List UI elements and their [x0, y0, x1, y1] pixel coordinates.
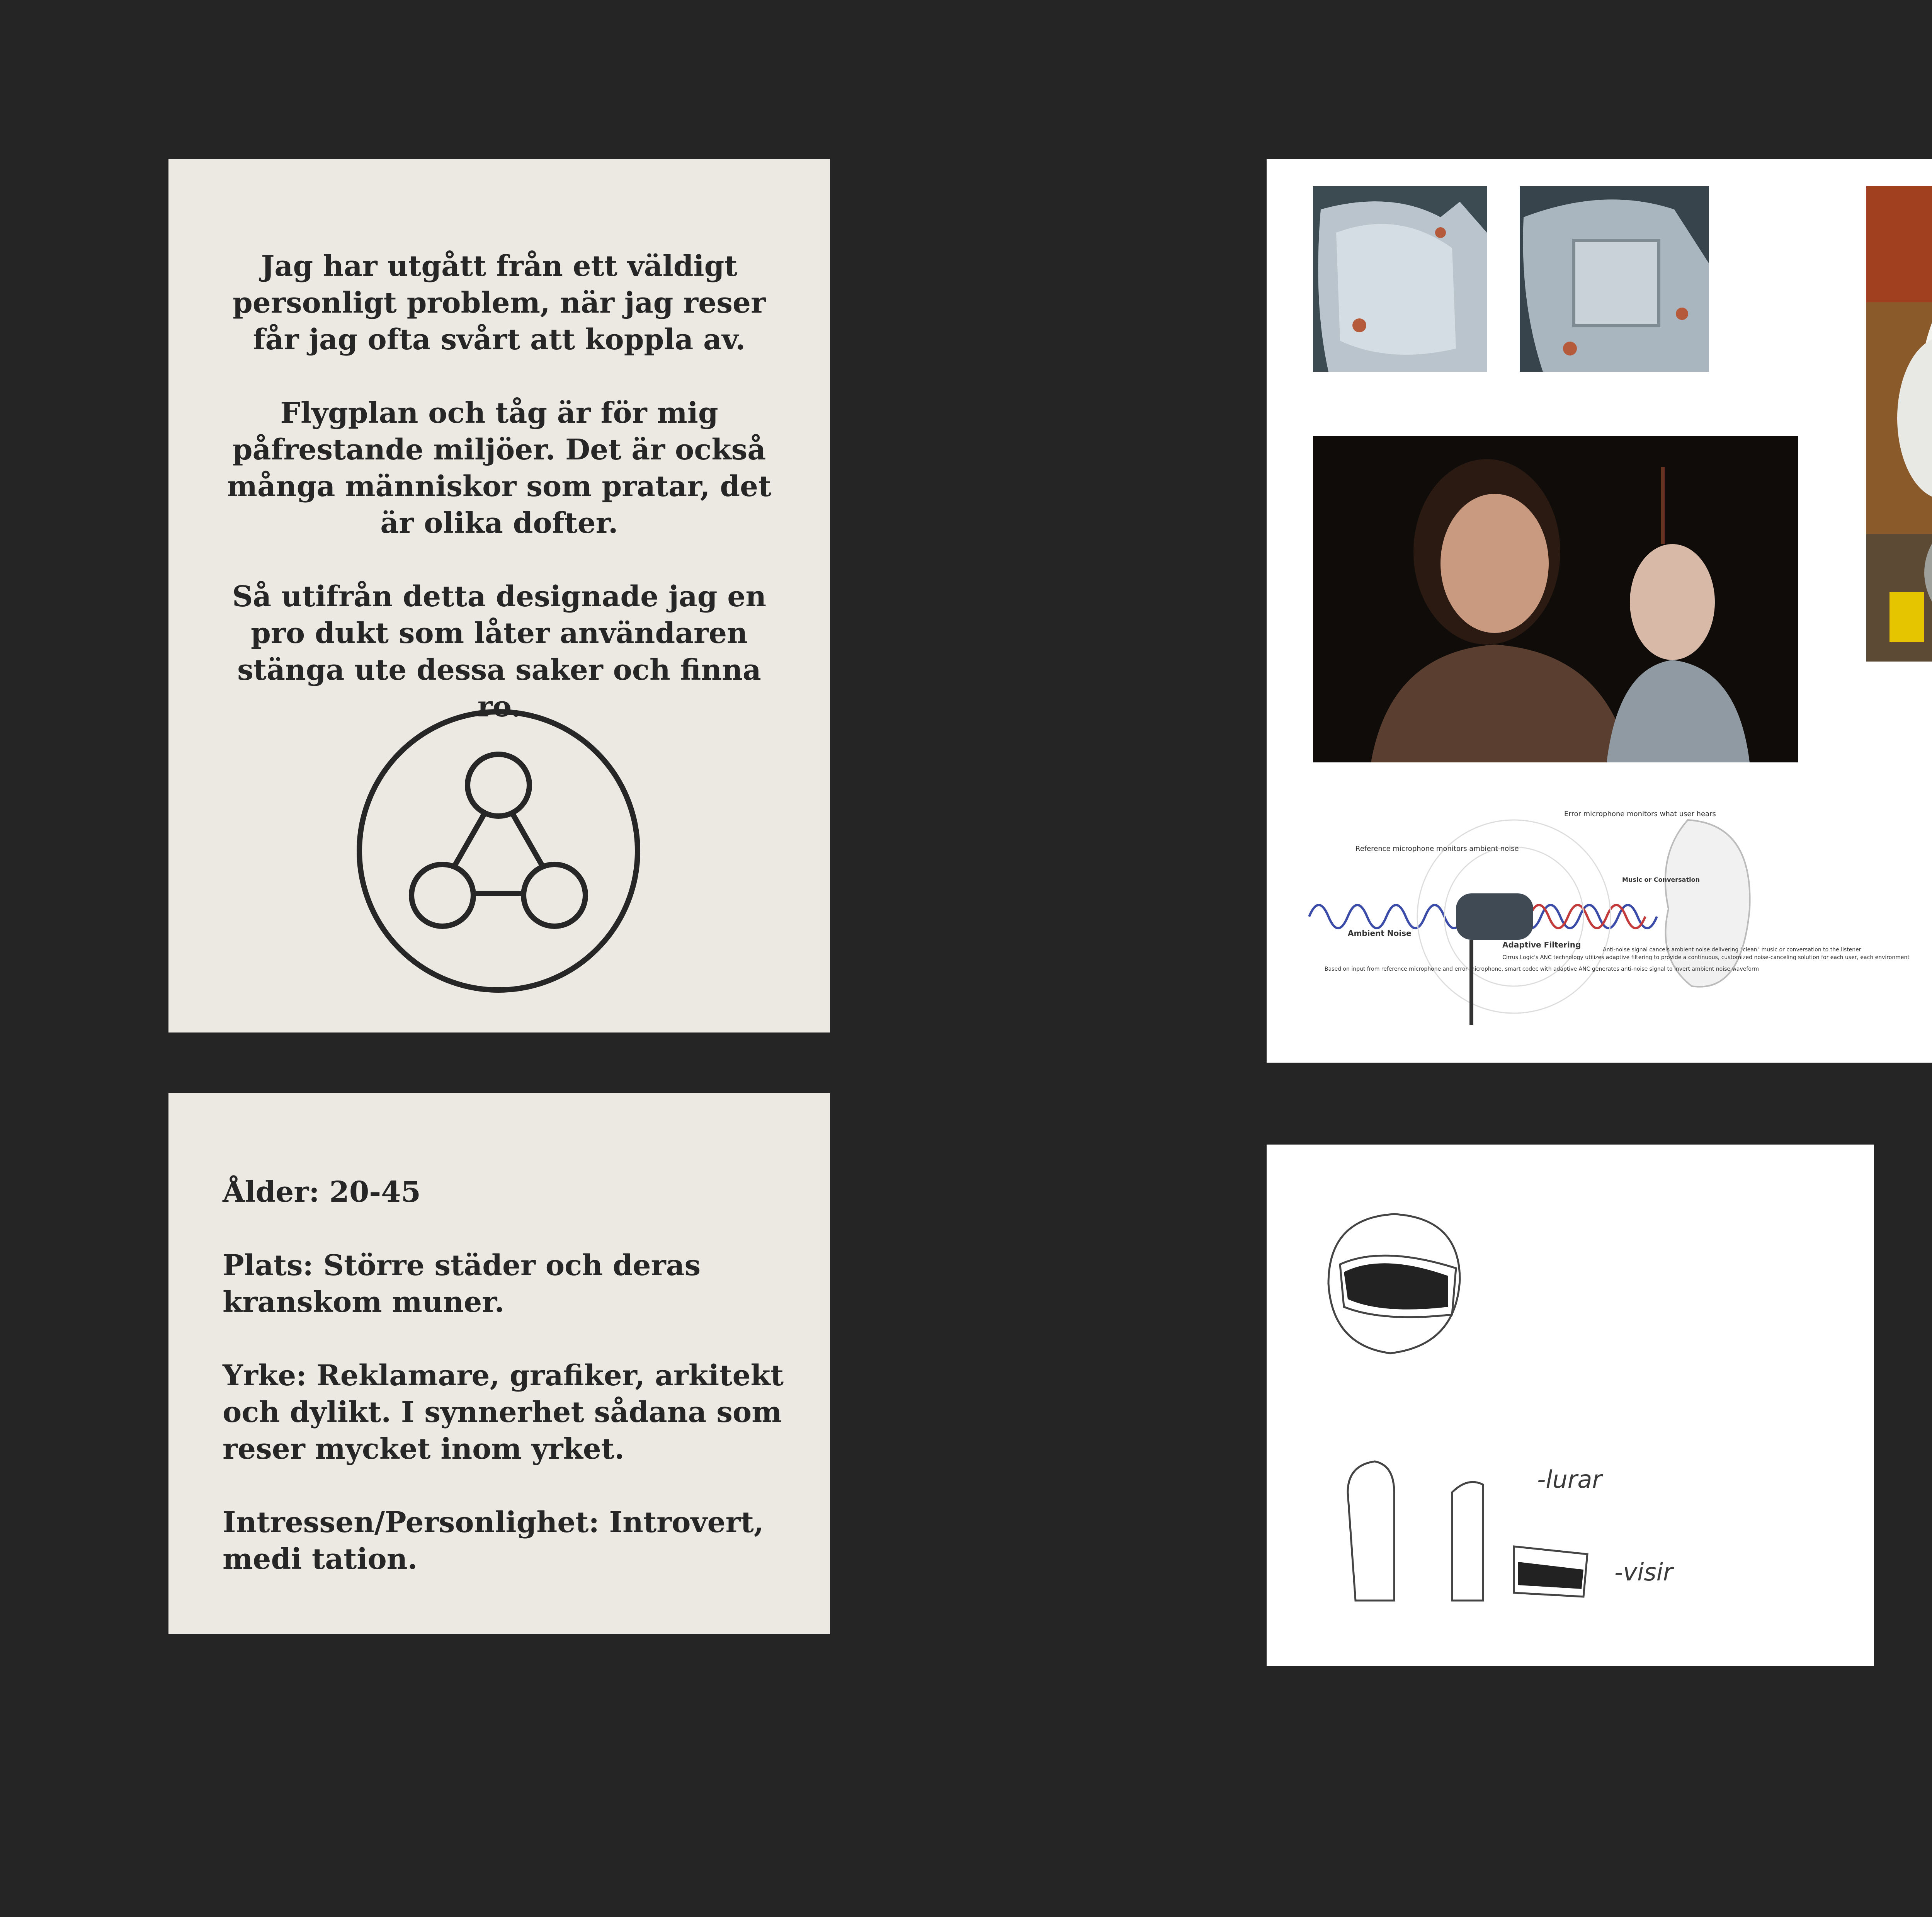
helmet-closeup-photo-1	[1313, 186, 1487, 372]
moodboard-panel	[1267, 159, 1932, 1063]
persona-age: Ålder: 20-45	[223, 1175, 421, 1209]
intro-paragraph-3: Så utifrån detta designade jag en pro dukt som låter användaren stänga ute dessa saker och finna ro.	[232, 580, 767, 723]
diagram-step1: Reference microphone monitors ambient noise	[1355, 845, 1519, 853]
persona-location: Plats: Större städer och deras kranskom muner.	[223, 1249, 701, 1319]
intro-card	[168, 159, 830, 1032]
film-still-photo	[1313, 436, 1798, 762]
diagram-filtering-text: Cirrus Logic's ANC technology utilizes adaptive filtering to provide a continuous, customized noise-canceling solution for each user, each environment	[1502, 954, 1910, 961]
circle-triangle-logo-icon	[355, 708, 641, 994]
diagram-step3: Anti-noise signal cancels ambient noise delivering "clean" music or conversation to the listener	[1603, 947, 1861, 953]
diagram-ambient-label: Ambient Noise	[1348, 929, 1412, 938]
noise-cancelling-diagram	[1309, 793, 1910, 1040]
sketch-panel-1	[1267, 1145, 1874, 1666]
intro-paragraph-1: Jag har utgått från ett väldigt personligt problem, när jag reser får jag ofta svårt att koppla av.	[233, 250, 766, 356]
persona-interests: Intressen/Personlighet: Introvert, medi tation.	[223, 1506, 764, 1576]
diagram-step4: Error microphone monitors what user hears	[1564, 810, 1716, 818]
sketch-label-ears: -lurar	[1537, 1465, 1602, 1493]
diagram-step2: Based on input from reference microphone and error microphone, smart codec with adaptive ANC generates anti-noise signal to invert ambient noise waveform	[1325, 966, 1759, 972]
persona-card	[168, 1093, 830, 1634]
helmet-sketch-1	[1267, 1145, 1874, 1666]
intro-paragraph-2: Flygplan och tåg är för mig påfrestande miljöer. Det är också många människor som pratar, det är olika dofter.	[227, 396, 772, 540]
persona-occupation: Yrke: Reklamare, grafiker, arkitekt och dylikt. I synnerhet sådana som reser mycket inom yrket.	[223, 1359, 784, 1466]
intro-text	[215, 248, 784, 762]
white-helmet-on-mannequin-photo	[1866, 186, 1932, 662]
sketch-label-visor: -visir	[1614, 1558, 1673, 1586]
helmet-closeup-photo-2	[1520, 186, 1709, 372]
diagram-filtering-title: Adaptive Filtering	[1502, 940, 1581, 949]
persona-text	[223, 1174, 784, 1614]
diagram-music-label: Music or Conversation	[1622, 876, 1700, 883]
